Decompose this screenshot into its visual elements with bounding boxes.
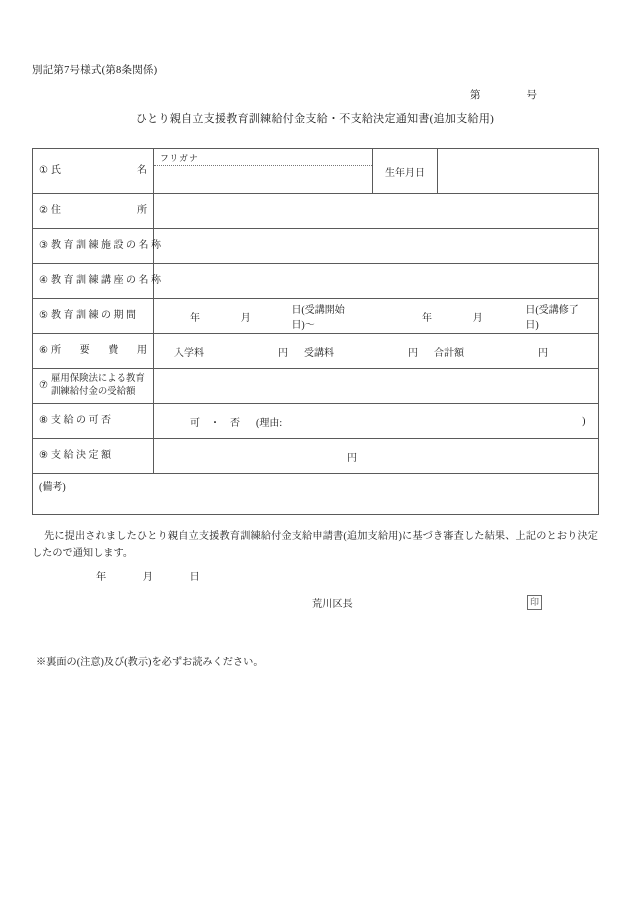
table-row <box>33 474 599 515</box>
document-number-prefix: 第 <box>470 90 481 101</box>
period-start-year: 年 <box>190 312 200 324</box>
issue-date-line[interactable] <box>96 568 200 583</box>
notification-statement: 先に提出されましたひとり親自立支援教育訓練給付金支給申請書(追加支給用)に基づき審査した結果、上記のとおり決定したので通知します。 <box>32 531 598 559</box>
payment-decision-cell[interactable] <box>154 404 599 439</box>
row-number: ⑥ <box>39 344 48 356</box>
decided-amount-cell[interactable] <box>154 439 599 474</box>
decision-reason-close: ) <box>582 415 586 427</box>
table-row <box>33 194 599 229</box>
row-number: ⑨ <box>39 449 48 461</box>
training-period-cell[interactable] <box>154 299 599 334</box>
table-row <box>33 369 599 404</box>
employment-insurance-benefit-input-cell[interactable] <box>154 369 599 404</box>
decision-reason-open: (理由: <box>256 417 283 429</box>
row-label-text-mid1: 要 <box>79 344 90 356</box>
row-label-course-name <box>33 264 161 299</box>
table-row <box>33 299 599 334</box>
tuition-fee-label: 受講料 <box>304 347 334 359</box>
row-label-training-period <box>33 299 154 334</box>
row-label-text: 支 給 の 可 否 <box>50 414 111 426</box>
birthdate-label: 生年月日 <box>373 149 438 194</box>
entrance-fee-unit: 円 <box>278 347 288 359</box>
application-details-table <box>32 148 599 515</box>
row-label-text-start: 氏 <box>50 164 61 176</box>
facility-name-input-cell[interactable] <box>154 229 599 264</box>
issue-date-month: 月 <box>142 572 153 583</box>
row-label-text: 教 育 訓 練 講 座 の 名 称 <box>50 274 161 286</box>
row-label-text-start: 住 <box>50 204 61 216</box>
address-input-cell[interactable] <box>154 194 599 229</box>
row-number: ⑤ <box>39 309 48 321</box>
entrance-fee-label: 入学料 <box>174 347 204 359</box>
row-label-decided-amount <box>33 439 154 474</box>
row-number: ③ <box>39 239 48 251</box>
row-label-line1: 雇用保険法による教育 <box>50 374 145 385</box>
document-number-field <box>470 87 537 102</box>
row-label-text-start: 所 <box>50 344 61 356</box>
table-row <box>33 264 599 299</box>
course-name-input-cell[interactable] <box>154 264 599 299</box>
issuer-signature-line <box>312 595 542 610</box>
row-label-text-end: 名 <box>137 164 147 176</box>
issue-date-day: 日 <box>189 572 200 583</box>
required-costs-cell[interactable] <box>154 334 599 369</box>
total-amount-unit: 円 <box>538 347 548 359</box>
row-label-address <box>33 194 154 229</box>
row-number: ① <box>39 164 48 176</box>
period-end-year: 年 <box>422 312 432 324</box>
decided-amount-unit: 円 <box>347 452 357 464</box>
row-label-text-end: 用 <box>136 344 147 356</box>
total-amount-label: 合計額 <box>434 347 464 359</box>
period-end-day: 日(受講修了日) <box>525 305 579 331</box>
document-number-suffix: 号 <box>526 90 537 101</box>
row-label-payment-decision <box>33 404 154 439</box>
row-label-text: 教 育 訓 練 施 設 の 名 称 <box>50 239 161 251</box>
furigana-label: フリガナ <box>154 149 372 166</box>
tuition-fee-unit: 円 <box>408 347 418 359</box>
row-number: ⑦ <box>39 379 48 391</box>
remarks-cell[interactable] <box>33 474 599 515</box>
name-value[interactable] <box>154 166 372 193</box>
row-number: ⑧ <box>39 414 48 426</box>
table-row <box>33 229 599 264</box>
table-row <box>33 334 599 369</box>
row-number: ④ <box>39 274 48 286</box>
decision-deny-option[interactable]: 否 <box>230 417 240 429</box>
remarks-label: (備考) <box>39 482 66 493</box>
decision-approve-option[interactable]: 可 <box>190 417 200 429</box>
issue-date-year: 年 <box>96 572 107 583</box>
issuer-name: 荒川区長 <box>312 599 353 610</box>
row-label-text: 教 育 訓 練 の 期 間 <box>50 309 136 321</box>
row-label-name <box>33 149 154 194</box>
seal-icon: 印 <box>527 595 542 610</box>
period-start-month: 月 <box>240 312 251 324</box>
row-label-text-mid2: 費 <box>108 344 119 356</box>
row-label-required-costs <box>33 334 154 369</box>
birthdate-input-cell[interactable] <box>438 149 599 194</box>
page-title: ひとり親自立支援教育訓練給付金支給・不支給決定通知書(追加支給用) <box>135 113 495 125</box>
table-row <box>33 404 599 439</box>
row-label-facility-name <box>33 229 161 264</box>
row-label-text-end: 所 <box>137 204 147 216</box>
name-input-cell[interactable] <box>154 149 373 194</box>
row-label-text: 支 給 決 定 額 <box>50 449 111 461</box>
table-row <box>33 439 599 474</box>
row-label-line2: 訓練給付金の受給額 <box>50 387 136 397</box>
row-label-employment-insurance-benefit <box>33 369 154 404</box>
decision-separator: ・ <box>210 417 220 429</box>
period-start-day: 日(受講開始日)〜 <box>291 305 345 331</box>
form-code: 別記第7号様式(第8条関係) <box>32 65 158 76</box>
table-row <box>33 149 599 194</box>
period-end-month: 月 <box>472 312 483 324</box>
row-number: ② <box>39 204 48 216</box>
footnote: ※裏面の(注意)及び(教示)を必ずお読みください。 <box>36 657 264 668</box>
